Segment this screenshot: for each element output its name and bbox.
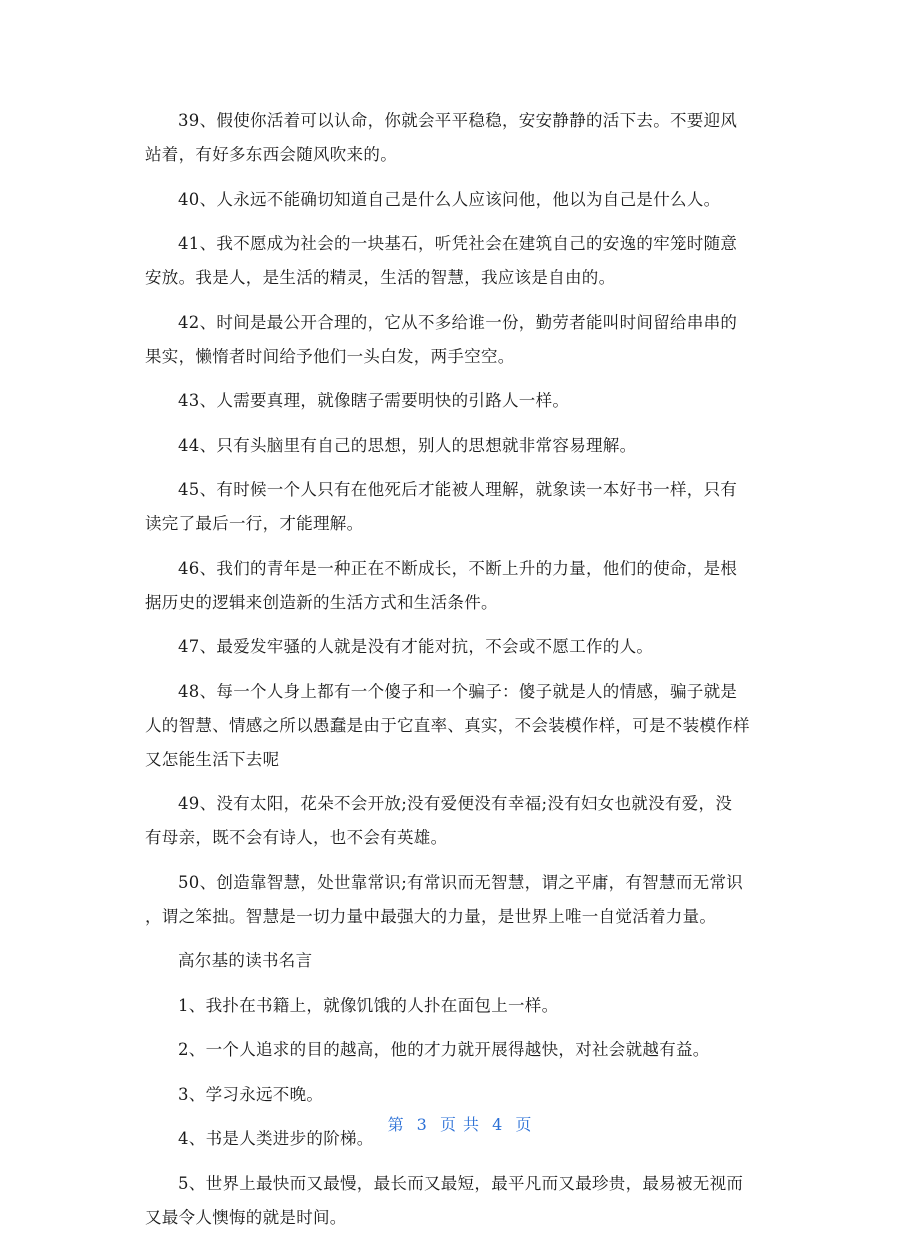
paragraph-continuation: 又最令人懊悔的就是时间。	[145, 1207, 347, 1227]
paragraph-continuation: ，谓之笨拙。智慧是一切力量中最强大的力量，是世界上唯一自觉活着力量。	[145, 906, 717, 926]
quote-paragraph-49	[145, 787, 786, 855]
quote-paragraph-48	[145, 675, 786, 777]
reading-quote-3	[178, 1078, 786, 1112]
paragraph-continuation: 人的智慧、情感之所以愚蠢是由于它直率、真实，不会装模作样，可是不装模作样	[145, 715, 750, 735]
footer-page-number: 3	[416, 1115, 428, 1134]
quote-paragraph-40	[178, 183, 786, 217]
paragraph-line: 3、学习永远不晚。	[178, 1084, 324, 1104]
paragraph-line: 39、假使你活着可以认命，你就会平平稳稳，安安静静的活下去。不要迎风	[178, 111, 738, 130]
quote-paragraph-44	[178, 429, 786, 463]
footer-prefix: 第	[387, 1115, 405, 1134]
paragraph-line: 4、书是人类进步的阶梯。	[178, 1129, 374, 1148]
quote-paragraph-47	[178, 630, 786, 664]
paragraph-continuation: 站着，有好多东西会随风吹来的。	[145, 145, 397, 164]
footer-middle: 页 共	[439, 1115, 481, 1134]
paragraph-line: 2、一个人追求的目的越高，他的才力就开展得越快，对社会就越有益。	[178, 1040, 710, 1059]
paragraph-continuation: 果实，懒惰者时间给予他们一头白发，两手空空。	[145, 346, 515, 366]
paragraph-line: 47、最爱发牢骚的人就是没有才能对抗，不会或不愿工作的人。	[178, 637, 654, 656]
paragraph-line: 50、创造靠智慧，处世靠常识;有常识而无智慧，谓之平庸，有智慧而无常识	[178, 872, 744, 892]
paragraph-continuation: 又怎能生活下去呢	[145, 749, 280, 769]
paragraph-line: 49、没有太阳，花朵不会开放;没有爱便没有幸福;没有妇女也就没有爱，没	[178, 794, 733, 813]
footer-suffix: 页	[515, 1115, 533, 1134]
paragraph-line: 1、我扑在书籍上，就像饥饿的人扑在面包上一样。	[178, 995, 559, 1015]
section-title: 高尔基的读书名言	[178, 951, 313, 970]
paragraph-line: 45、有时候一个人只有在他死后才能被人理解，就象读一本好书一样，只有	[178, 480, 738, 499]
quote-paragraph-43	[178, 384, 786, 418]
paragraph-line: 42、时间是最公开合理的，它从不多给谁一份，勤劳者能叫时间留给串串的	[178, 312, 738, 332]
paragraph-line: 46、我们的青年是一种正在不断成长，不断上升的力量，他们的使命，是根	[178, 558, 738, 578]
quote-paragraph-50	[145, 866, 786, 934]
quote-paragraph-39	[145, 104, 786, 172]
reading-quote-5	[145, 1167, 786, 1235]
reading-quote-2	[178, 1033, 786, 1067]
paragraph-continuation: 读完了最后一行，才能理解。	[145, 514, 364, 533]
paragraph-continuation: 据历史的逻辑来创造新的生活方式和生活条件。	[145, 592, 498, 612]
paragraph-line: 41、我不愿成为社会的一块基石，听凭社会在建筑自己的安逸的牢笼时随意	[178, 234, 738, 253]
quote-paragraph-42	[145, 306, 786, 374]
reading-quote-1	[178, 989, 786, 1023]
paragraph-continuation: 有母亲，既不会有诗人，也不会有英雄。	[145, 828, 448, 847]
paragraph-line: 5、世界上最快而又最慢，最长而又最短，最平凡而又最珍贵，最易被无视而	[178, 1173, 744, 1193]
quote-paragraph-41	[145, 227, 786, 295]
paragraph-line: 44、只有头脑里有自己的思想，别人的思想就非常容易理解。	[178, 435, 637, 455]
paragraph-continuation: 安放。我是人，是生活的精灵，生活的智慧，我应该是自由的。	[145, 268, 616, 287]
quote-paragraph-45	[145, 473, 786, 541]
footer-total-pages: 4	[492, 1115, 504, 1134]
quote-paragraph-46	[145, 552, 786, 620]
document-body	[145, 104, 786, 1245]
paragraph-line: 40、人永远不能确切知道自己是什么人应该问他，他以为自己是什么人。	[178, 189, 721, 209]
paragraph-line: 43、人需要真理，就像瞎子需要明快的引路人一样。	[178, 391, 570, 410]
page-footer	[0, 1112, 920, 1135]
paragraph-line: 48、每一个人身上都有一个傻子和一个骗子：傻子就是人的情感，骗子就是	[178, 681, 738, 701]
